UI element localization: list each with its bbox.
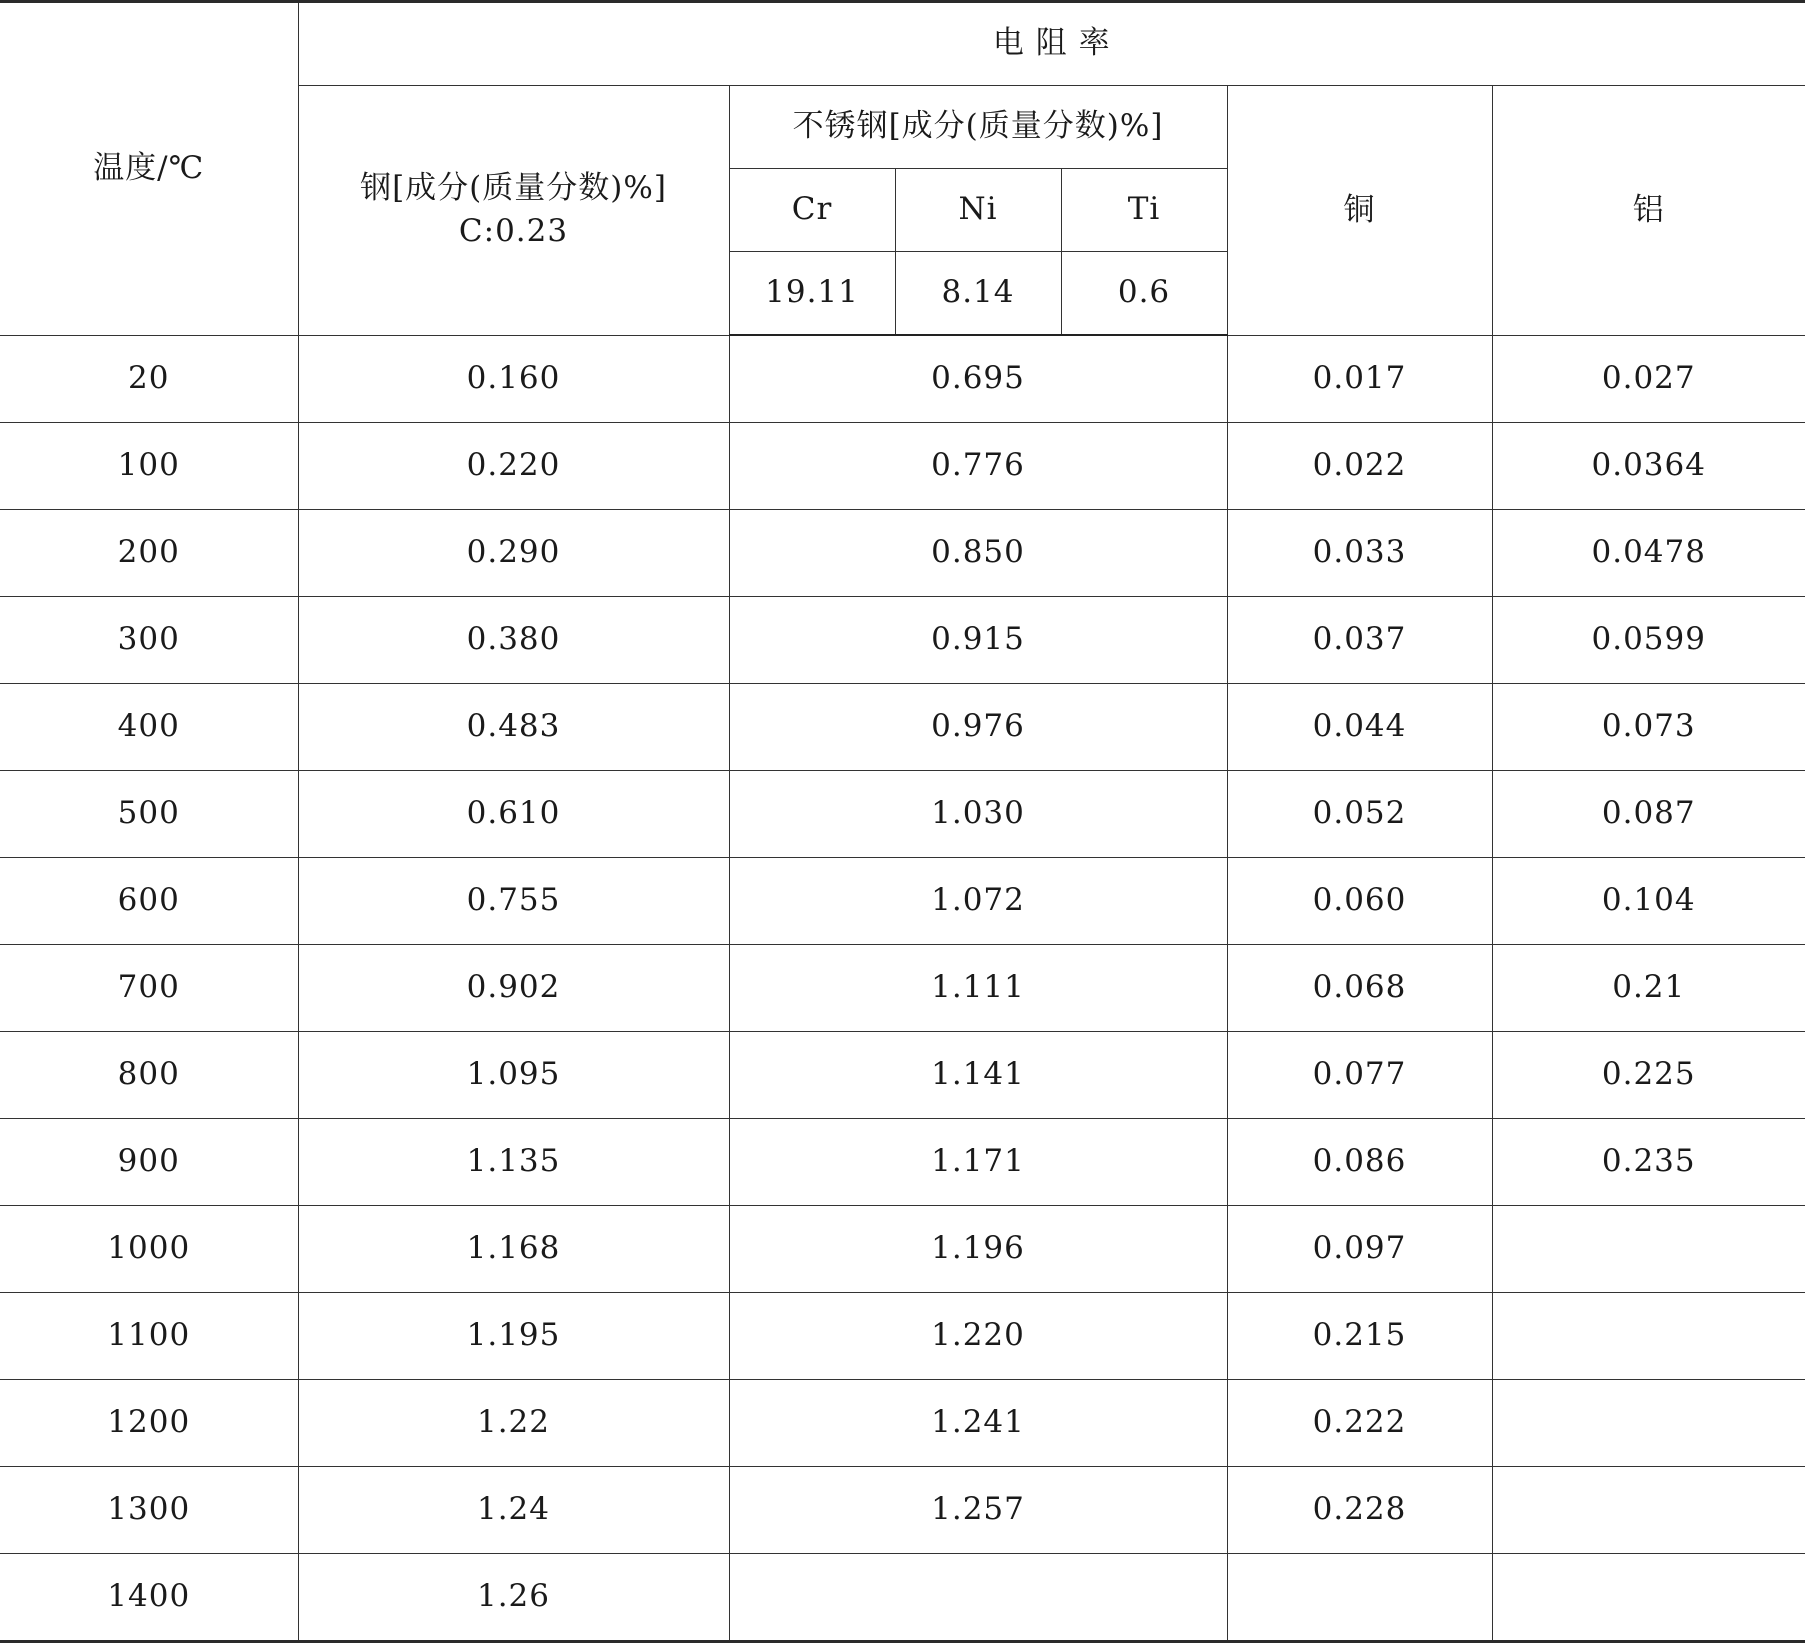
aluminum-cell: 0.027 — [1492, 335, 1805, 423]
stainless-cell: 0.695 — [729, 335, 1227, 423]
ni-value: 8.14 — [895, 252, 1061, 336]
aluminum-cell — [1492, 1206, 1805, 1293]
aluminum-header: 铝 — [1492, 86, 1805, 336]
temperature-cell: 500 — [0, 771, 298, 858]
temperature-cell: 1300 — [0, 1467, 298, 1554]
stainless-cell: 1.257 — [729, 1467, 1227, 1554]
stainless-cell: 1.072 — [729, 858, 1227, 945]
ti-label: Ti — [1061, 169, 1227, 252]
aluminum-cell: 0.225 — [1492, 1032, 1805, 1119]
stainless-cell: 1.171 — [729, 1119, 1227, 1206]
stainless-cell: 0.776 — [729, 423, 1227, 510]
stainless-cell: 1.196 — [729, 1206, 1227, 1293]
stainless-cell: 0.976 — [729, 684, 1227, 771]
copper-cell: 0.033 — [1227, 510, 1492, 597]
copper-header: 铜 — [1227, 86, 1492, 336]
steel-cell: 1.22 — [298, 1380, 729, 1467]
table-row — [0, 1032, 1805, 1119]
ti-value: 0.6 — [1061, 252, 1227, 336]
copper-cell: 0.097 — [1227, 1206, 1492, 1293]
aluminum-cell — [1492, 1467, 1805, 1554]
temperature-cell: 900 — [0, 1119, 298, 1206]
temperature-cell: 400 — [0, 684, 298, 771]
steel-cell: 0.160 — [298, 335, 729, 423]
table-row — [0, 335, 1805, 423]
stainless-cell: 1.030 — [729, 771, 1227, 858]
temperature-cell: 1400 — [0, 1554, 298, 1642]
table-row — [0, 1293, 1805, 1380]
header-row-1 — [0, 2, 1805, 86]
table-row — [0, 684, 1805, 771]
table-row — [0, 1380, 1805, 1467]
steel-cell: 0.483 — [298, 684, 729, 771]
steel-cell: 0.290 — [298, 510, 729, 597]
steel-cell: 1.195 — [298, 1293, 729, 1380]
aluminum-cell: 0.0599 — [1492, 597, 1805, 684]
aluminum-cell: 0.0364 — [1492, 423, 1805, 510]
temperature-header: 温度/℃ — [0, 2, 298, 336]
aluminum-cell: 0.0478 — [1492, 510, 1805, 597]
temperature-cell: 1100 — [0, 1293, 298, 1380]
steel-cell: 1.26 — [298, 1554, 729, 1642]
steel-header-line1: 钢[成分(质量分数)%] — [360, 169, 667, 206]
table-row — [0, 771, 1805, 858]
aluminum-cell — [1492, 1380, 1805, 1467]
stainless-cell — [729, 1554, 1227, 1642]
aluminum-cell — [1492, 1293, 1805, 1380]
temperature-cell: 200 — [0, 510, 298, 597]
copper-cell: 0.077 — [1227, 1032, 1492, 1119]
steel-cell: 1.135 — [298, 1119, 729, 1206]
resistivity-header: 电 阻 率 — [298, 2, 1805, 86]
copper-cell: 0.228 — [1227, 1467, 1492, 1554]
ni-label: Ni — [895, 169, 1061, 252]
copper-cell — [1227, 1554, 1492, 1642]
temperature-cell: 100 — [0, 423, 298, 510]
steel-cell: 1.095 — [298, 1032, 729, 1119]
aluminum-cell: 0.073 — [1492, 684, 1805, 771]
aluminum-cell: 0.104 — [1492, 858, 1805, 945]
stainless-cell: 1.220 — [729, 1293, 1227, 1380]
steel-cell: 0.902 — [298, 945, 729, 1032]
copper-cell: 0.017 — [1227, 335, 1492, 423]
stainless-cell: 1.111 — [729, 945, 1227, 1032]
table-row — [0, 1119, 1805, 1206]
stainless-cell: 0.915 — [729, 597, 1227, 684]
steel-cell: 0.220 — [298, 423, 729, 510]
table-row — [0, 597, 1805, 684]
temperature-cell: 700 — [0, 945, 298, 1032]
steel-header-line2: C:0.23 — [458, 213, 569, 250]
copper-cell: 0.022 — [1227, 423, 1492, 510]
temperature-cell: 1000 — [0, 1206, 298, 1293]
copper-cell: 0.060 — [1227, 858, 1492, 945]
aluminum-cell: 0.21 — [1492, 945, 1805, 1032]
table-row — [0, 510, 1805, 597]
copper-cell: 0.215 — [1227, 1293, 1492, 1380]
stainless-cell: 0.850 — [729, 510, 1227, 597]
temperature-cell: 600 — [0, 858, 298, 945]
copper-cell: 0.068 — [1227, 945, 1492, 1032]
cr-label: Cr — [729, 169, 895, 252]
aluminum-cell: 0.087 — [1492, 771, 1805, 858]
temperature-cell: 20 — [0, 335, 298, 423]
table-row — [0, 945, 1805, 1032]
temperature-cell: 1200 — [0, 1380, 298, 1467]
temperature-cell: 300 — [0, 597, 298, 684]
stainless-header: 不锈钢[成分(质量分数)%] — [729, 86, 1227, 169]
steel-cell: 1.24 — [298, 1467, 729, 1554]
table-row — [0, 1467, 1805, 1554]
copper-cell: 0.044 — [1227, 684, 1492, 771]
table-row — [0, 1554, 1805, 1642]
temperature-cell: 800 — [0, 1032, 298, 1119]
copper-cell: 0.222 — [1227, 1380, 1492, 1467]
steel-header — [298, 86, 729, 336]
steel-cell: 0.610 — [298, 771, 729, 858]
copper-cell: 0.086 — [1227, 1119, 1492, 1206]
aluminum-cell — [1492, 1554, 1805, 1642]
cr-value: 19.11 — [729, 252, 895, 336]
copper-cell: 0.052 — [1227, 771, 1492, 858]
table-row — [0, 1206, 1805, 1293]
aluminum-cell: 0.235 — [1492, 1119, 1805, 1206]
steel-cell: 0.380 — [298, 597, 729, 684]
table-row — [0, 423, 1805, 510]
steel-cell: 0.755 — [298, 858, 729, 945]
table-row — [0, 858, 1805, 945]
stainless-cell: 1.241 — [729, 1380, 1227, 1467]
steel-cell: 1.168 — [298, 1206, 729, 1293]
copper-cell: 0.037 — [1227, 597, 1492, 684]
stainless-cell: 1.141 — [729, 1032, 1227, 1119]
